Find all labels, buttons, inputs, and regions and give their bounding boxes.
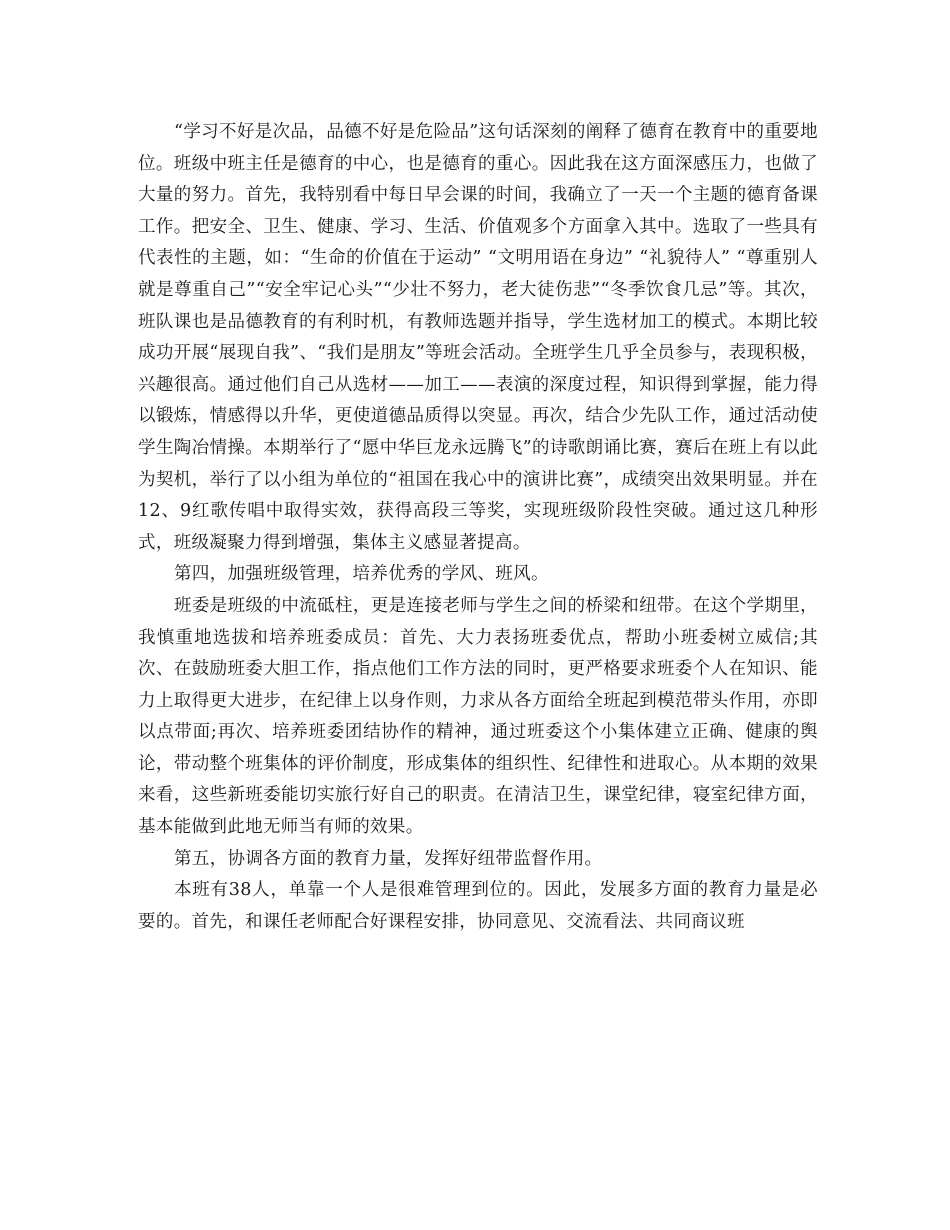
paragraph-education-forces: 本班有38人，单靠一个人是很难管理到位的。因此，发展多方面的教育力量是必要的。首先，和课任老师配合好课程安排，协同意见、交流看法、共同商议班 [138,880,818,932]
paragraph-moral-education: “学习不好是次品，品德不好是危险品”这句话深刻的阐释了德育在教育中的重要地位。班级中班主任是德育的中心，也是德育的重心。因此我在这方面深感压力，也做了大量的努力。首先，我特别看中每日早会课的时间，我确立了一天一个主题的德育备课工作。把安全、卫生、健康、学习、生活、价值观多个方面拿入其中。选取了一些具有代表性的主题，如：“生命的价值在于运动” “文明用语在身边” “礼貌待人” “尊重别人就是尊重自己”“安全牢记心头”“少壮不努力，老大徒伤悲”“冬季饮食几忌”等。其次，班队课也是品德教育的有利时机，有教师选题并指导，学生选材加工的模式。本期比较成功开展“展现自我”、“我们是朋友”等班会活动。全班学生几乎全员参与，表现积极，兴趣很高。通过他们自己从选材——加工——表演的深度过程，知识得到掌握，能力得以锻炼，情感得以升华，更使道德品质得以突显。再次，结合少先队工作，通过活动使学生陶冶情操。本期举行了“愿中华巨龙永远腾飞”的诗歌朗诵比赛，赛后在班上有以此为契机，举行了以小组为单位的“祖国在我心中的演讲比赛”，成绩突出效果明显。并在12、9红歌传唱中取得实效，获得高段三等奖，实现班级阶段性突破。通过这几种形式，班级凝聚力得到增强，集体主义感显著提高。 [138,122,818,553]
paragraph-heading-fifth: 第五，协调各方面的教育力量，发挥好纽带监督作用。 [174,848,603,869]
paragraph-heading-fourth: 第四，加强班级管理，培养优秀的学风、班风。 [174,564,549,585]
document-page [138,117,818,938]
paragraph-class-committee: 班委是班级的中流砥柱，更是连接老师与学生之间的桥梁和纽带。在这个学期里，我慎重地选拔和培养班委成员：首先、大力表扬班委优点，帮助小班委树立威信;其次、在鼓励班委大胆工作，指点他们工作方法的同时，更严格要求班委个人在知识、能力上取得更大进步，在纪律上以身作则，力求从各方面给全班起到模范带头作用，亦即以点带面;再次、培养班委团结协作的精神，通过班委这个小集体建立正确、健康的舆论，带动整个班集体的评价制度，形成集体的组织性、纪律性和进取心。从本期的效果来看，这些新班委能切实旅行好自己的职责。在清洁卫生，课堂纪律，寝室纪律方面，基本能做到此地无师当有师的效果。 [138,595,818,838]
